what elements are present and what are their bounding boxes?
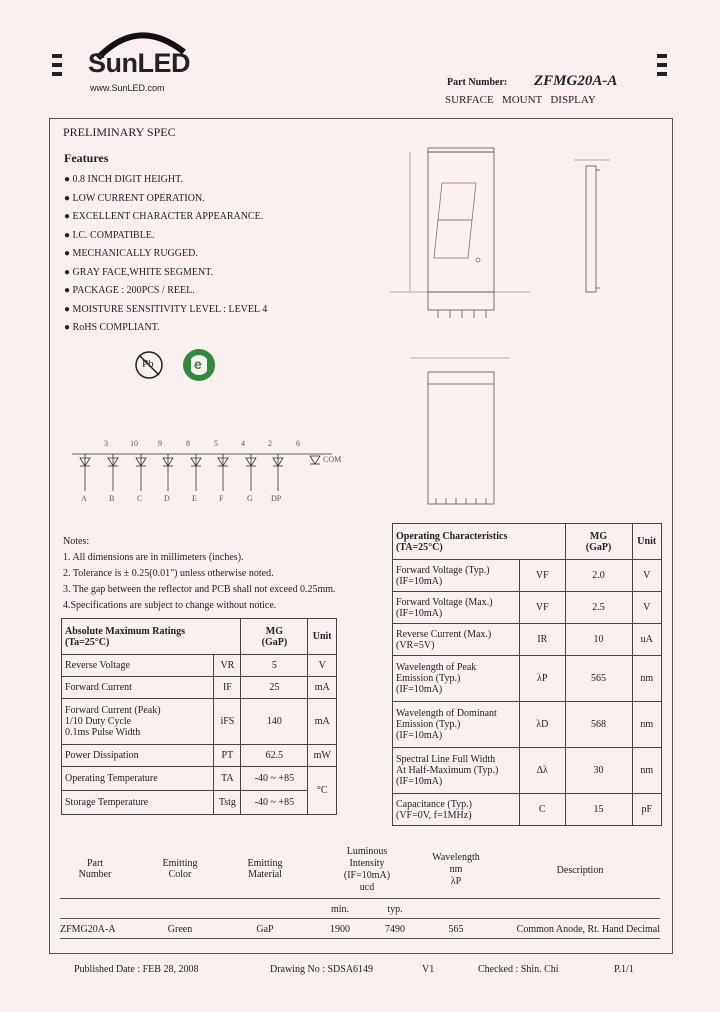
segment-label: DP xyxy=(271,494,282,503)
table-row: Forward Voltage (Max.) (IF=10mA) VF 2.5 V xyxy=(393,592,662,624)
list-item: ● MOISTURE SENSITIVITY LEVEL : LEVEL 4 xyxy=(64,303,268,315)
sub-min: min. xyxy=(330,904,350,915)
col-wavelength: Wavelength nm λP xyxy=(432,852,480,887)
segment-label: B xyxy=(109,494,115,503)
website: www.SunLED.com xyxy=(90,83,165,93)
table-row: Forward Current IF 25 mA xyxy=(62,677,337,699)
page-number: P.1/1 xyxy=(614,964,634,975)
drawing-number: Drawing No : SDSA6149 xyxy=(270,964,374,975)
header-rule xyxy=(60,898,660,899)
segment-label: F xyxy=(219,494,224,503)
subheader-rule xyxy=(60,918,660,919)
table-row: Storage Temperature Tstg -40 ~ +85 xyxy=(62,791,337,815)
table-row: Forward Voltage (Typ.) (IF=10mA) VF 2.0 V xyxy=(393,560,662,592)
table-row: Wavelength of Dominant Emission (Typ.) (IF=10mA) λD 568 nm xyxy=(393,702,662,748)
pb-text: Pb xyxy=(142,358,154,370)
table-row: Capacitance (Typ.) (VF=0V, f=1MHz) C 15 pF xyxy=(393,794,662,826)
part-number: ZFMG20A-A xyxy=(534,73,618,89)
pin-label: 4 xyxy=(241,439,245,448)
note-item: 1. All dimensions are in millimeters (inches). xyxy=(63,552,244,563)
note-item: 3. The gap between the reflector and PCB shall not exceed 0.25mm. xyxy=(63,584,336,595)
segment-label: A xyxy=(81,494,87,503)
margin-bar xyxy=(52,54,62,58)
pin-label: 6 xyxy=(296,439,300,448)
list-item: ● 0.8 INCH DIGIT HEIGHT. xyxy=(64,174,183,185)
features-heading: Features xyxy=(64,151,109,165)
notes-heading: Notes: xyxy=(63,536,90,547)
segment-label: C xyxy=(137,494,143,503)
part-number-label: Part Number: xyxy=(447,77,508,88)
list-item: ● RoHS COMPLIANT. xyxy=(64,322,160,333)
table-row: Wavelength of Peak Emission (Typ.) (IF=10mA) λP 565 nm xyxy=(393,656,662,702)
margin-bar xyxy=(52,63,62,67)
margin-bar xyxy=(657,54,667,58)
side-view-drawing xyxy=(560,150,620,300)
pin-label: 8 xyxy=(186,439,190,448)
list-item: ● PACKAGE : 200PCS / REEL. xyxy=(64,285,195,296)
list-item: ● GRAY FACE,WHITE SEGMENT. xyxy=(64,266,214,278)
logo xyxy=(88,22,198,96)
pin-label: 10 xyxy=(130,439,138,448)
list-item: ● LOW CURRENT OPERATION. xyxy=(64,192,205,204)
product-type: SURFACE MOUNT DISPLAY xyxy=(445,94,596,106)
pin-label: 9 xyxy=(158,439,162,448)
op-char-table xyxy=(392,523,662,826)
col-luminous: Luminous Intensity (IF=10mA) ucd xyxy=(343,846,391,893)
col-part: Part Number xyxy=(78,858,112,880)
op-char-title: Operating Characteristics (TA=25°C) xyxy=(393,524,566,560)
table-row: Reverse Current (Max.) (VR=5V) IR 10 uA xyxy=(393,624,662,656)
op-char-unit: Unit xyxy=(632,524,661,560)
list-item: ● EXCELLENT CHARACTER APPEARANCE. xyxy=(64,211,264,222)
table-row: Spectral Line Full Width At Half-Maximum (Typ.) (IF=10mA) Δλ 30 nm xyxy=(393,748,662,794)
list-item: ● MECHANICALLY RUGGED. xyxy=(64,248,198,259)
logo-text: SunLED xyxy=(88,48,190,78)
features-list xyxy=(64,171,267,338)
pb-free-badge xyxy=(133,349,165,381)
table-row: Power Dissipation PT 62.5 mW xyxy=(62,745,337,767)
published-date: Published Date : FEB 28, 2008 xyxy=(74,964,199,975)
op-char-mg: MG (GaP) xyxy=(565,524,632,560)
pin-label: 5 xyxy=(214,439,218,448)
rohs-text: e xyxy=(194,356,202,372)
version: V1 xyxy=(422,964,435,975)
abs-max-table xyxy=(61,618,337,815)
note-item: 4.Specifications are subject to change without notice. xyxy=(63,600,277,611)
margin-bar xyxy=(657,63,667,67)
col-color: Emitting Color xyxy=(162,858,198,880)
checked-by: Checked : Shin. Chi xyxy=(478,964,559,975)
margin-bar xyxy=(657,72,667,76)
segment-label: G xyxy=(247,494,253,503)
pin-label: 3 xyxy=(104,439,108,448)
abs-max-mg: MG (GaP) xyxy=(241,619,308,655)
list-item: ● I.C. COMPATIBLE. xyxy=(64,229,155,241)
table-row: Reverse Voltage VR 5 V xyxy=(62,655,337,677)
sub-typ: typ. xyxy=(387,904,403,915)
col-description: Description xyxy=(556,865,604,876)
package-drawing xyxy=(370,138,560,510)
abs-max-title: Absolute Maximum Ratings (Ta=25°C) xyxy=(62,619,241,655)
pin-label: 2 xyxy=(268,439,272,448)
rohs-badge xyxy=(181,347,217,383)
abs-max-unit: Unit xyxy=(308,619,337,655)
note-item: 2. Tolerance is ± 0.25(0.01") unless otherwise noted. xyxy=(63,568,274,579)
col-material: Emitting Material xyxy=(247,858,283,880)
row-rule xyxy=(60,938,660,939)
common-label: COM xyxy=(323,455,342,464)
spec-title: PRELIMINARY SPEC xyxy=(63,125,176,139)
segment-label: E xyxy=(192,494,197,503)
margin-bar xyxy=(52,72,62,76)
table-row: Operating Temperature TA -40 ~ +85 °C xyxy=(62,767,337,791)
table-row: Forward Current (Peak) 1/10 Duty Cycle 0.1ms Pulse Width iFS 140 mA xyxy=(62,699,337,745)
circuit-diagram xyxy=(70,436,360,508)
notes xyxy=(63,534,336,614)
segment-label: D xyxy=(164,494,170,503)
